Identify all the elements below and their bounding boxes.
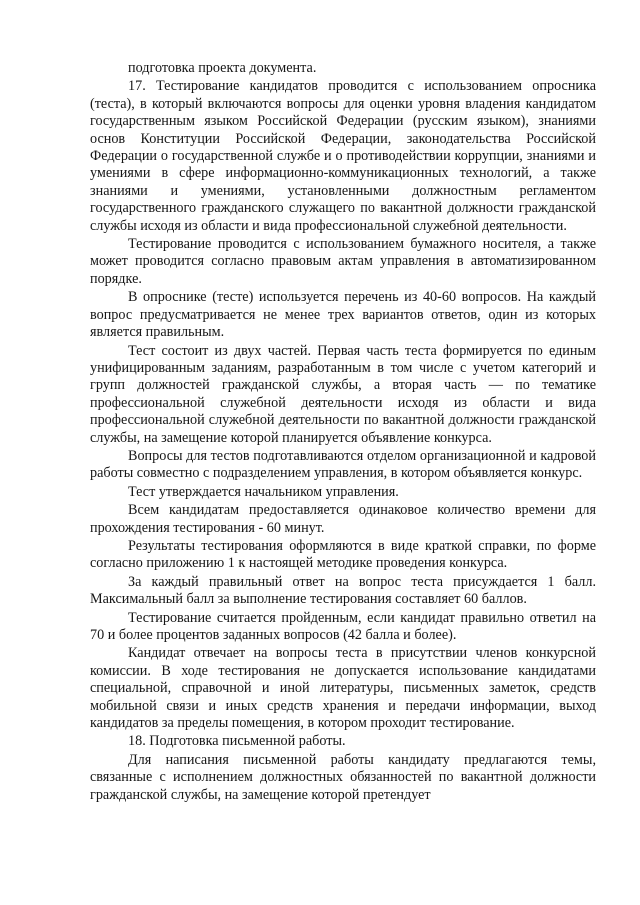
- paragraph-1: подготовка проекта документа.: [128, 60, 317, 76]
- paragraph-3: Тестирование проводится с использованием бумажного носителя, а также может проводится согласно правовым актам управления в автоматизированном порядке.: [90, 236, 596, 287]
- paragraph-11: Тестирование считается пройденным, если кандидат правильно ответил на 70 и более процентов заданных вопросов (42 балла и более).: [90, 609, 596, 643]
- document-page: [90, 60, 596, 804]
- paragraph-4: В опроснике (тесте) используется перечень из 40-60 вопросов. На каждый вопрос предусматривается не менее трех вариантов ответов, один из которых является правильным.: [90, 289, 596, 341]
- paragraph-14: Для написания письменной работы кандидату предлагаются темы, связанные с исполнением должностных обязанностей по вакантной должности гражданской службы, на замещение которой претендует: [90, 751, 596, 803]
- paragraph-12: Кандидат отвечает на вопросы теста в присутствии членов конкурсной комиссии. В ходе тестирования не допускается использование кандидатами специальной, справочной и иной литературы, письменных заметок, средств мобильной связи и иных средств хранения и передачи информации, выход кандидатов за пределы помещения, в котором проходит тестирование.: [90, 645, 596, 732]
- paragraph-8: Всем кандидатам предоставляется одинаковое количество времени для прохождения тестирования - 60 минут.: [90, 502, 596, 536]
- paragraph-5: Тест состоит из двух частей. Первая часть теста формируется по единым унифицированным заданиям, разработанным в том числе с учетом категорий и групп должностей гражданской службы, а вторая часть — по тематике профессиональной служебной деятельности исходя из области и вида профессиональной служебной деятельности по вакантной должности гражданской службы, на замещение которой планируется объявление конкурса.: [90, 342, 596, 446]
- paragraph-7: Тест утверждается начальником управления.: [128, 483, 399, 500]
- paragraph-10: За каждый правильный ответ на вопрос теста присуждается 1 балл. Максимальный балл за выполнение тестирования составляет 60 баллов.: [90, 573, 596, 608]
- paragraph-9: Результаты тестирования оформляются в виде краткой справки, по форме согласно приложению 1 к настоящей методике проведения конкурса.: [90, 537, 596, 572]
- paragraph-13: 18. Подготовка письменной работы.: [128, 733, 346, 750]
- paragraph-6: Вопросы для тестов подготавливаются отделом организационной и кадровой работы совместно с подразделением управления, в котором объявляется конкурс.: [90, 447, 596, 482]
- paragraph-2: 17. Тестирование кандидатов проводится с использованием опросника (теста), в который включаются вопросы для оценки уровня владения кандидатом государственным языком Российской Федерации (русским языком), знаниями основ Конституции Российской Федерации, законодательства Российской Федерации о государственной службе и о противодействии коррупции, знаниями и умениями в сфере информационно-коммуникационных технологий, а также знаниями и умениями, установленными должностным регламентом государственного гражданского служащего по вакантной должности гражданской службы исходя из области и вида профессиональной служебной деятельности.: [90, 78, 596, 234]
